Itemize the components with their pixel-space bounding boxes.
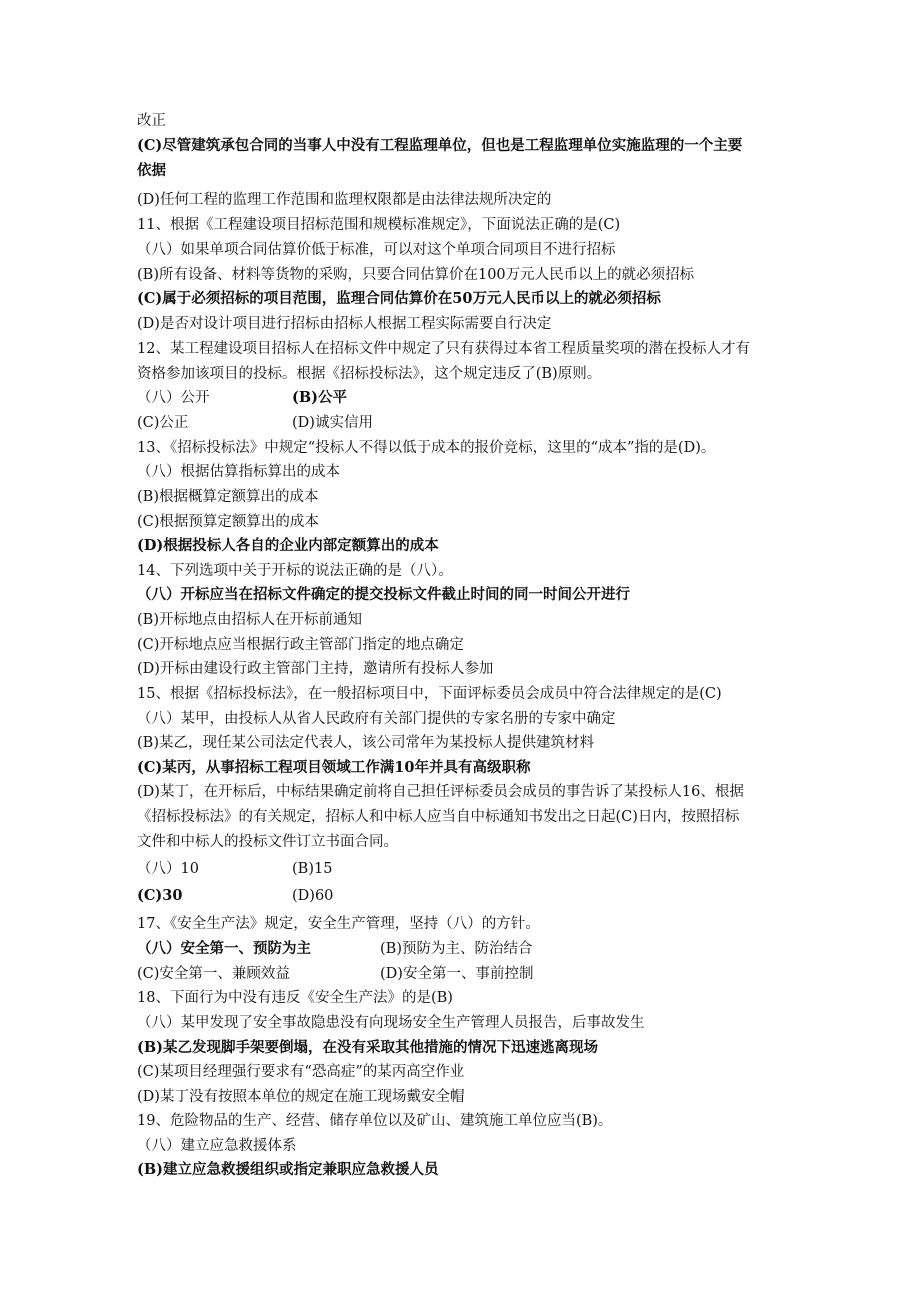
option-line: (B)所有设备、材料等货物的采购，只要合同估算价在100万元人民币以上的就必须招标 <box>137 267 695 283</box>
option-line: （八）某甲发现了安全事故隐患没有向现场安全生产管理人员报告，后事故发生 <box>137 1015 645 1031</box>
answer-line: (B)公平 <box>292 389 347 406</box>
answer-line: (D)根据投标人各自的企业内部定额算出的成本 <box>137 537 439 554</box>
question-16: 《招标投标法》的有关规定，招标人和中标人应当自中标通知书发出之日起(C)日内，按照招标 <box>137 809 740 825</box>
question-14: 14、下列选项中关于开标的说法正确的是（八）。 <box>137 563 453 579</box>
question-17: 17、《安全生产法》规定，安全生产管理，坚持（八）的方针。 <box>137 916 540 932</box>
text-line: 改正 <box>137 113 166 129</box>
option-line: （八）如果单项合同估算价低于标准，可以对这个单项合同项目不进行招标 <box>137 242 616 258</box>
option-line: (D)60 <box>292 888 334 904</box>
answer-line: 依据 <box>137 162 166 179</box>
option-line: (C)根据预算定额算出的成本 <box>137 514 319 530</box>
option-line: (D)开标由建设行政主管部门主持，邀请所有投标人参加 <box>137 661 494 677</box>
question-19: 19、危险物品的生产、经营、储存单位以及矿山、建筑施工单位应当(B)。 <box>137 1113 613 1129</box>
answer-line: (C)30 <box>137 887 183 904</box>
question-15: 15、根据《招标投标法》，在一般招标项目中，下面评标委员会成员中符合法律规定的是(C) <box>137 686 722 702</box>
option-line: (C)某项目经理强行要求有“恐高症”的某丙高空作业 <box>137 1064 465 1080</box>
option-line: (B)预防为主、防治结合 <box>380 941 533 957</box>
option-line: (B)根据概算定额算出的成本 <box>137 489 319 505</box>
question-13: 13、《招标投标法》中规定“投标人不得以低于成本的报价竞标，这里的“成本”指的是(D)。 <box>137 440 716 456</box>
answer-line: (B)某乙发现脚手架要倒塌，在没有采取其他措施的情况下迅速逃离现场 <box>137 1039 598 1056</box>
answer-line: (C)某丙，从事招标工程项目领域工作满10年并具有高级职称 <box>137 759 531 776</box>
question-12-cont: 资格参加该项目的投标。根据《招标投标法》，这个规定违反了(B)原则。 <box>137 366 602 382</box>
option-line: (B)某乙，现任某公司法定代表人，该公司常年为某投标人提供建筑材料 <box>137 735 594 751</box>
option-line: （八）根据估算指标算出的成本 <box>137 464 340 480</box>
option-line: (D)某丁，在开标后，中标结果确定前将自己担任评标委员会成员的事告诉了某投标人16、根据 <box>137 784 744 800</box>
option-line: (D)诚实信用 <box>292 415 373 431</box>
answer-line: (B)建立应急救援组织或指定兼职应急救援人员 <box>137 1161 439 1178</box>
option-line: (D)某丁没有按照本单位的规定在施工现场戴安全帽 <box>137 1089 465 1105</box>
option-line: （八）某甲，由投标人从省人民政府有关部门提供的专家名册的专家中确定 <box>137 711 616 727</box>
answer-line: (C)属于必须招标的项目范围，监理合同估算价在50万元人民币以上的就必须招标 <box>137 290 661 307</box>
option-line: （八）10 <box>137 861 199 877</box>
question-16-cont: 文件和中标人的投标文件订立书面合同。 <box>137 834 398 850</box>
answer-line: （八）安全第一、预防为主 <box>137 940 311 957</box>
option-line: (D)安全第一、事前控制 <box>380 966 534 982</box>
answer-line: (C)尽管建筑承包合同的当事人中没有工程监理单位，但也是工程监理单位实施监理的一个主要 <box>137 137 743 154</box>
option-line: (C)开标地点应当根据行政主管部门指定的地点确定 <box>137 637 464 653</box>
option-line: （八）建立应急救援体系 <box>137 1138 297 1154</box>
option-line: (D)任何工程的监理工作范围和监理权限都是由法律法规所决定的 <box>137 192 552 208</box>
option-line: (B)开标地点由招标人在开标前通知 <box>137 612 362 628</box>
question-12: 12、某工程建设项目招标人在招标文件中规定了只有获得过本省工程质量奖项的潜在投标人才有 <box>137 341 750 357</box>
question-11: 11、根据《工程建设项目招标范围和规模标准规定》，下面说法正确的是(C) <box>137 217 621 233</box>
question-18: 18、下面行为中没有违反《安全生产法》的是(B) <box>137 990 453 1006</box>
option-line: (B)15 <box>292 861 333 877</box>
option-line: (D)是否对设计项目进行招标由招标人根据工程实际需要自行决定 <box>137 316 552 332</box>
option-line: (C)公正 <box>137 415 189 431</box>
option-line: （八）公开 <box>137 390 210 406</box>
option-line: (C)安全第一、兼顾效益 <box>137 966 290 982</box>
answer-line: （八）开标应当在招标文件确定的提交投标文件截止时间的同一时间公开进行 <box>137 586 630 603</box>
